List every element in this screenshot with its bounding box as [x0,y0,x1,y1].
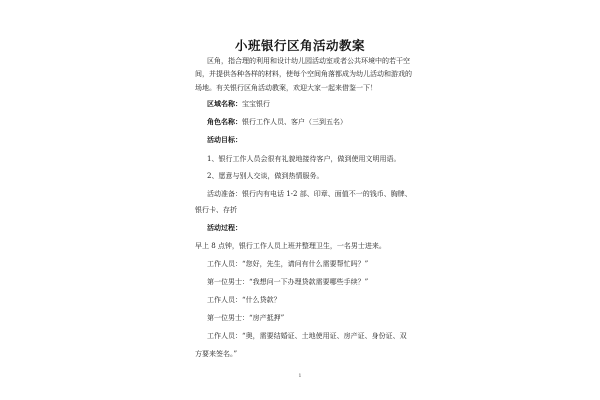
intro-line-2: 间，并提供各种各样的材料，使每个空间角落都成为幼儿活动和游戏的 [195,70,412,78]
prep-line-1: 活动准备：银行内有电话 1-2 部、印章、面值不一的钱币、胸牌、 [207,190,412,198]
intro-line-3: 场地。有关银行区角活动教案，欢迎大家一起来借鉴一下！ [195,84,377,92]
process-line-6: 工作人员：“奥，需要结婚证、土地使用证、房产证、身份证、双 [207,332,407,340]
prep-line-2: 银行卡、存折 [195,206,237,214]
goal-item-1: 1、银行工作人员会很有礼貌地接待客户，做到使用文明用语。 [207,155,401,163]
area-label: 区域名称： [207,100,242,108]
process-line-5: 第一位男士：“房产抵押” [207,314,285,322]
process-line-2: 工作人员：“您好，先生，请问有什么需要帮忙吗？” [207,260,369,268]
role-row [207,118,347,127]
goal-heading: 活动目标： [207,136,242,144]
process-line-1: 早上 8 点钟，银行工作人员上班并整理卫生，一名男士进来。 [195,242,386,250]
area-value: 宝宝银行 [242,100,270,108]
document-title: 小班银行区角活动教案 [234,38,365,53]
area-row [207,100,270,109]
intro-line-1: 区角，指合理的利用和设计幼儿园活动室或者公共环境中的若干空 [207,57,410,65]
process-heading: 活动过程： [207,224,242,232]
role-label: 角色名称： [207,118,242,126]
goal-item-2: 2、愿意与别人交谈，做到热情服务。 [207,172,324,180]
page-number: 1 [298,373,302,379]
process-line-7: 方要来签名。” [195,350,238,358]
process-line-4: 工作人员：“什么贷款？ [207,296,281,304]
process-line-3: 第一位男士：“我想问一下办理贷款需要哪些手续？” [207,278,369,286]
role-value: 银行工作人员、客户（三到五名） [242,118,347,126]
